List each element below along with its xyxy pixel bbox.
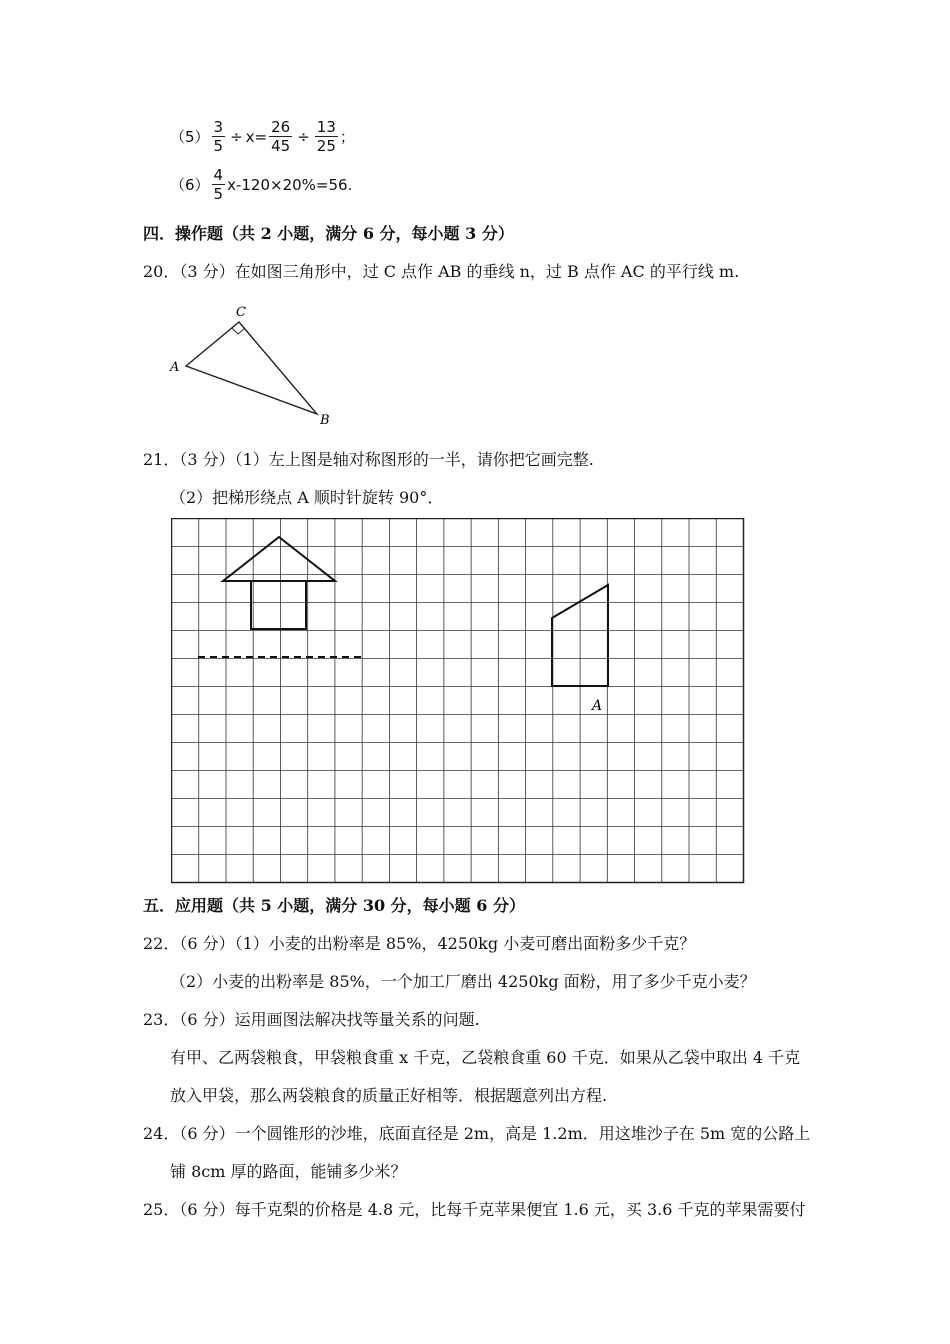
divide-sign: ÷ [297,127,310,146]
grid-lines [172,519,744,883]
question-20: 20．（3 分）在如图三角形中，过 C 点作 AB 的垂线 n，过 B 点作 AC 的平行线 m. [143,262,740,281]
equation-6 [170,166,352,203]
question-24-line-2: 铺 8cm 厚的路面，能铺多少米？ [170,1162,407,1181]
equation-5-label: （5） [170,128,210,146]
vertex-label-A: A [170,360,180,375]
question-21-part-1: 21．（3 分）（1）左上图是轴对称图形的一半，请你把它画完整. [143,450,594,469]
variable-x: x= [245,127,268,146]
grid-figure [171,518,745,884]
right-angle-mark [232,328,244,334]
question-25-line-1: 25．（6 分）每千克梨的价格是 4.8 元，比每千克苹果便宜 1.6 元，买 3.6 千克的苹果需要付 [143,1200,806,1219]
fraction: $\frac{4}{5}$ [213,166,224,203]
point-label-A: A [592,698,603,714]
house-square [251,581,306,629]
triangle-figure [160,300,360,430]
vertex-label-B: B [320,413,330,428]
fraction: $\frac{3}{5}$ [213,118,224,155]
question-24-line-1: 24．（6 分）一个圆锥形的沙堆，底面直径是 2m，高是 1.2m．用这堆沙子在 5m 宽的公路上 [143,1124,811,1143]
divide-sign: ÷ [230,127,243,146]
equation-5 [170,118,355,155]
question-22-part-2: （2）小麦的出粉率是 85%，一个加工厂磨出 4250kg 面粉，用了多少千克小麦？ [170,972,756,991]
question-22-part-1: 22．（6 分）（1）小麦的出粉率是 85%，4250kg 小麦可磨出面粉多少千克？ [143,934,696,953]
section-4-title: 四．操作题（共 2 小题，满分 6 分，每小题 3 分） [143,224,514,243]
question-21-part-2: （2）把梯形绕点 A 顺时针旋转 90°． [170,488,444,507]
grid-border [172,519,744,883]
fraction: $\frac{26}{45}$ [271,118,291,155]
equation-6-label: （6） [170,176,210,194]
question-23-body-1: 有甲、乙两袋粮食，甲袋粮食重 x 千克，乙袋粮食重 60 千克．如果从乙袋中取出 4 千克 [170,1048,801,1067]
triangle [186,322,317,414]
fraction: $\frac{13}{25}$ [316,118,336,155]
semicolon: ； [339,128,355,146]
section-5-title: 五．应用题（共 5 小题，满分 30 分，每小题 6 分） [143,896,525,915]
question-23-body-2: 放入甲袋，那么两袋粮食的质量正好相等．根据题意列出方程. [170,1086,608,1105]
vertex-label-C: C [236,305,246,320]
question-23-title: 23．（6 分）运用画图法解决找等量关系的问题. [143,1010,480,1029]
equation-6-rest: x-120×20%=56. [227,175,353,194]
